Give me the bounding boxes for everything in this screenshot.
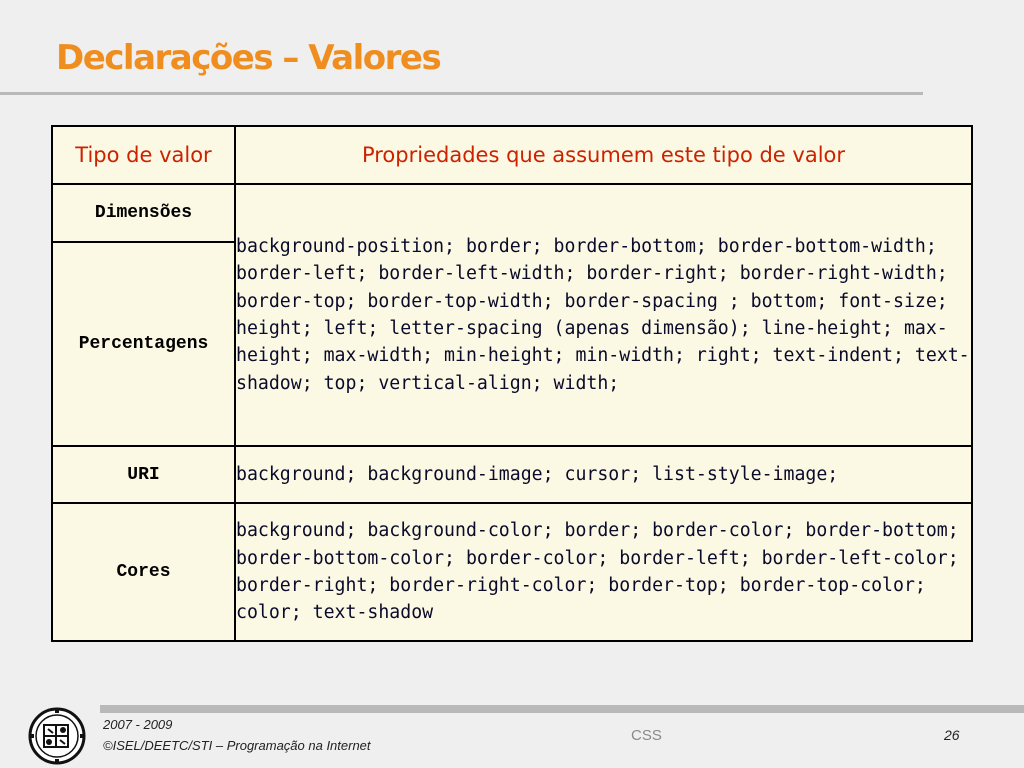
type-cell-percentagens: Percentagens — [52, 242, 235, 446]
slide-title: Declarações – Valores — [56, 38, 441, 78]
column-header-type: Tipo de valor — [52, 126, 235, 184]
page-number: 26 — [944, 727, 960, 743]
footer-credit: ©ISEL/DEETC/STI – Programação na Internet — [103, 738, 371, 753]
footer-years: 2007 - 2009 — [103, 717, 173, 732]
table-row — [52, 503, 972, 641]
properties-cell-cores: background; background-color; border; border-color; border-bottom; border-bottom-color; border-color; border-left; border-left-color; border-right; border-right-color; border-top; border-top-color; color; text-shadow — [235, 503, 972, 641]
footer-divider — [100, 705, 1024, 713]
column-header-properties: Propriedades que assumem este tipo de valor — [235, 126, 972, 184]
table-header-row — [52, 126, 972, 184]
table-row — [52, 446, 972, 503]
type-cell-cores: Cores — [52, 503, 235, 641]
title-divider — [0, 92, 923, 95]
table-row — [52, 184, 972, 242]
properties-cell-uri: background; background-image; cursor; list-style-image; — [235, 446, 972, 503]
footer-topic: CSS — [631, 727, 662, 744]
properties-cell-dimensoes-percentagens: background-position; border; border-bottom; border-bottom-width; border-left; border-left-width; border-right; border-right-width; border-top; border-top-width; border-spacing ; bottom; font-size; height; left; letter-spacing (apenas dimensão); line-height; max-height; max-width; min-height; min-width; right; text-indent; text-shadow; top; vertical-align; width; — [235, 184, 972, 446]
values-table — [51, 125, 973, 642]
isel-logo-icon — [28, 707, 86, 765]
type-cell-dimensoes: Dimensões — [52, 184, 235, 242]
type-cell-uri: URI — [52, 446, 235, 503]
